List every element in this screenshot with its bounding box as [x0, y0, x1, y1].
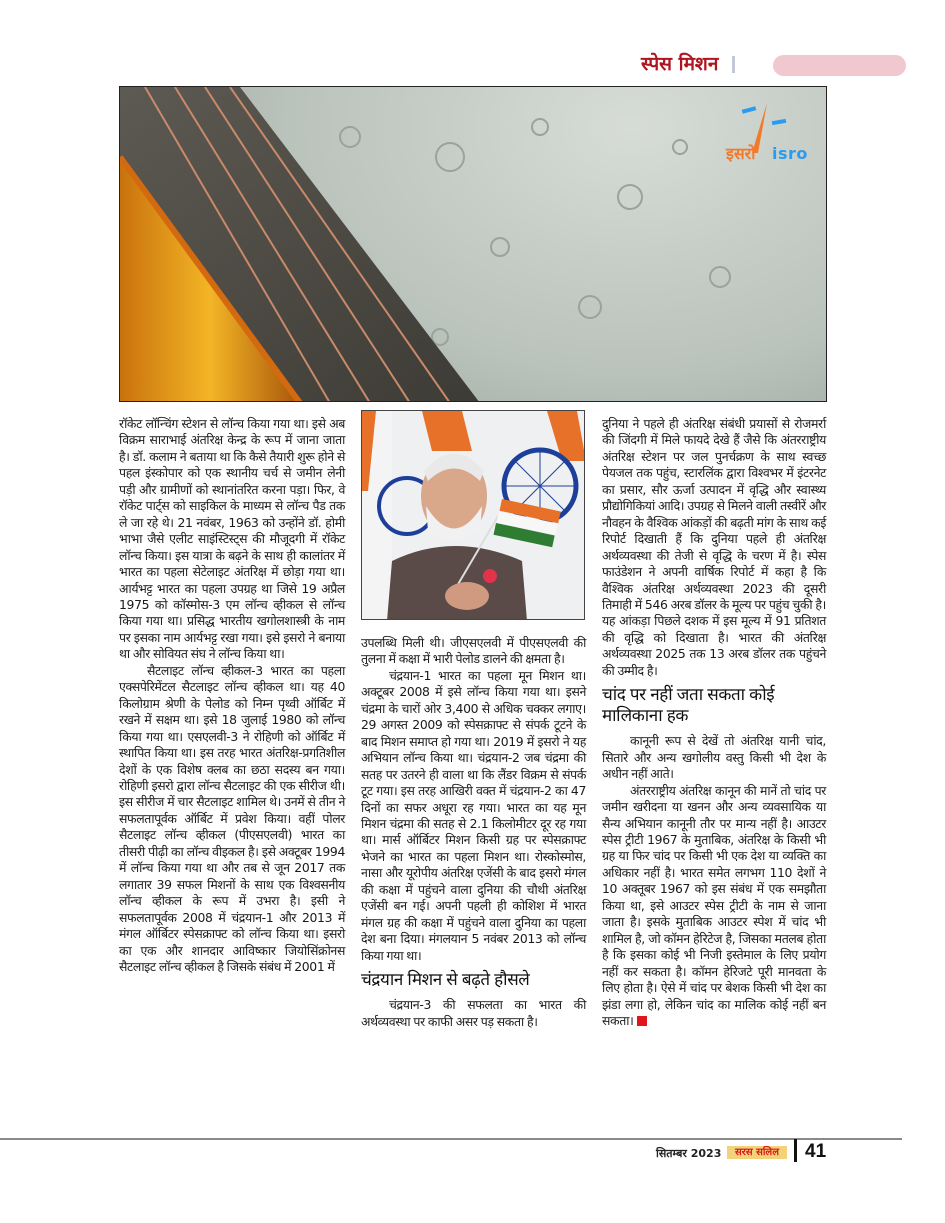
footer-date: सितम्बर 2023: [656, 1147, 722, 1160]
article-column-3: [602, 416, 826, 1029]
subheading-moon-ownership: चांद पर नहीं जता सकता कोई मालिकाना हक: [602, 685, 775, 727]
subheading-chandrayaan: चंद्रयान मिशन से बढ़ते हौसले: [361, 970, 530, 991]
paragraph: दुनिया ने पहले ही अंतरिक्ष संबंधी प्रयासों से रोजमर्रा की जिंदगी में मिले फायदे देखे हैं जैसे कि अंतरराष्ट्रीय अंतरिक्ष स्टेशन पर जल पुनर्चक्रण के साथ स्वच्छ पेयजल तक पहुंच, स्टारलिंक द्वारा विश्वभर में इंटरनेट का प्रसार, सौर ऊर्जा उत्पादन में वृद्धि और स्वास्थ्य प्रौद्योगिकियां आदि। उपग्रह से मिलने वाली तस्वीरें और नौवहन के वैश्विक आंकड़ों की बढ़ती मांग के साथ कई रिपोर्ट दिखाती हैं कि दुनिया पहले ही अंतरिक्ष अर्थव्यवस्था की तेजी से वृद्धि के चरण में है। स्पेस फाउंडेशन ने अपनी वार्षिक रिपोर्ट में कहा है कि वैश्विक अंतरिक्ष अर्थव्यवस्था 2023 की दूसरी तिमाही में 546 अरब डॉलर के मूल्य पर पहुंच चुकी है। यह आंकड़ा पिछले दशक में इस मूल्य में 91 प्रतिशत की वृद्धि को दिखाता है। भारत की अंतरिक्ष अर्थव्यवस्था 2025 तक 13 अरब डॉलर तक पहुंचने की उम्मीद है।: [602, 416, 826, 678]
article-column-1: [119, 416, 345, 975]
moon-illustration: [120, 87, 827, 402]
section-separator: [732, 56, 735, 73]
footer-rule: [0, 1138, 902, 1140]
end-of-article-square-icon: [637, 1016, 647, 1026]
paragraph: चंद्रयान-3 की सफलता का भारत की अर्थव्यवस्था पर काफी असर पड़ सकता है।: [361, 997, 586, 1029]
section-pill-decoration: [773, 55, 906, 76]
paragraph: कानूनी रूप से देखें तो अंतरिक्ष यानी चांद, सितारे और अन्य खगोलीय वस्तु किसी भी देश के अधीन नहीं आते।: [602, 733, 826, 782]
footer-vertical-divider: [794, 1139, 797, 1162]
paragraph: सैटलाइट लॉन्च व्हीकल-3 भारत का पहला एक्सपेरिमेंटल सैटलाइट लॉन्च व्हीकल था। यह 40 किलोग्राम श्रेणी के पेलोड को निम्न पृथ्वी ऑर्बिट में रखने में सक्षम था। इसे 18 जुलाई 1980 को लॉन्च किया गया था। एसएलवी-3 ने रोहिणी को ऑर्बिट में स्थापित किया था। इस तरह भारत अंतरिक्ष-प्रगतिशील देशों के एक विशेष क्लब का छठा सदस्य बन गया। रोहिणी इसरो द्वारा लॉन्च सैटलाइट की एक सीरीज थी। इस सीरीज में चार सैटलाइट शामिल थे। उनमें से तीन ने सफलतापूर्वक ऑर्बिट में प्रवेश किया। वहीं पोलर सैटलाइट लॉन्च व्हीकल (पीएसएलवी) भारत का तीसरी पीढ़ी का लॉन्च वीइकल है। इसे अक्टूबर 1994 में लॉन्च किया गया था और तब से जून 2017 तक लगातार 39 सफल मिशनों के साथ एक विश्वसनीय लॉन्च व्हीकल के रूप में उभरा है। इसी ने सफलतापूर्वक 2008 में चंद्रयान-1 और 2013 में मंगल ऑर्बिटर स्पेसक्राफ्ट को लॉन्च किया था। इसरो का एक और शानदार आविष्कार जियोसिंक्रोनस सैटलाइट लॉन्च व्हीकल है जिसके संबंध में 2001 में: [119, 662, 345, 974]
article-column-2: [361, 635, 586, 1030]
paragraph-text: अंतरराष्ट्रीय अंतरिक्ष कानून की मानें तो चांद पर जमीन खरीदना या खनन और अन्य व्यवसायिक या सैन्य अभियान कानूनी तौर पर मान्य नहीं है। आउटर स्पेस ट्रीटी 1967 के मुताबिक, अंतरिक्ष के किसी भी ग्रह या फिर चांद पर किसी भी एक देश या व्यक्ति का अधिकार नहीं है। भारत समेत लगभग 110 देशों ने 10 अक्तूबर 1967 को इस संबंध में एक समझौता किया था, इसे आउटर स्पेस ट्रीटी के नाम से जाना जाता है। इसके मुताबिक आउटर स्पेश में चांद भी शामिल है, जो कॉमन हेरिटेज है, जिसका मतलब होता है कि इसका कोई भी निजी इस्तेमाल के लिए प्रयोग नहीं कर सकता है। कॉमन हेरिजटे पूरी मानवता के लिए होता है। ऐसे में चांद पर बेशक किसी भी देश का झंडा लगा हो, लेकिन चांद का मालिक कोई नहीं बन सकता।: [602, 782, 826, 1028]
magazine-logo: सरस सलिल: [727, 1146, 787, 1159]
isro-logo-hindi: इसरो: [726, 144, 756, 163]
paragraph: उपलब्धि मिली थी। जीएसएलवी में पीएसएलवी की तुलना में कक्षा में भारी पेलोड डालने की क्षमता है।: [361, 635, 586, 667]
paragraph: रॉकेट लॉन्चिंग स्टेशन से लॉन्च किया गया था। इसे अब विक्रम साराभाई अंतरिक्ष केन्द्र के रूप में जाना जाता है। डॉ. कलाम ने बताया था कि कैसे तैयारी शुरू होने से पहल इंस्कोपार को एक स्थानीय चर्च से जमीन लेनी पड़ी और ग्रामीणों को स्थानांतरित करना पड़ा। फिर, वे रॉकेट पार्ट्स को साइकिल के माध्यम से लॉन्च पैड तक ले जा रहे थे। 21 नवंबर, 1963 को उन्होंने डॉ. होमी भाभा जैसे एलीट साइंस्टिस्ट्स की मौजूदगी में रॉकेट लॉन्च किया। इस यात्रा के बढ़ने के साथ ही कालांतर में भारत का पहला सेटेलाइट अंतरिक्ष में छोड़ा गया था। आर्यभट्ट भारत का पहला उपग्रह था जिसे 19 अप्रैल 1975 को कॉस्मोस-3 एम लॉन्च व्हीकल से लॉन्च किया गया था। प्रसिद्ध भारतीय खगोलशास्त्री के नाम पर इसका नाम आर्यभट्ट रखा गया। इसे इसरो ने बनाया था और सोवियत संघ ने लॉन्च किया था।: [119, 416, 345, 662]
photo-person-with-flag: [361, 410, 585, 620]
paragraph: चंद्रयान-1 भारत का पहला मून मिशन था। अक्टूबर 2008 में इसे लॉन्च किया गया था। इसने चंद्रमा के चारों ओर 3,400 से अधिक चक्कर लगाए। 29 अगस्त 2009 को स्पेसक्राफ्ट से संपर्क टूटने के बाद मिशन समाप्त हो गया था। 2019 में इसरो ने यह अभियान लॉन्च किया था। चंद्रयान-2 जब चंद्रमा की सतह पर उतरने ही वाला था कि लैंडर विक्रम से संपर्क टूट गया। इस तरह आखिरी वक्त में चंद्रयान-2 का 47 दिनों का सफर अधूरा रह गया। भारत का यह मून मिशन चंद्रमा की सतह से 2.1 किलोमीटर दूर रह गया था। मार्स ऑर्बिटर मिशन किसी ग्रह पर स्पेसक्राफ्ट भेजने का भारत का पहला मिशन था। रोस्कोस्मोस, नासा और यूरोपीय अंतरिक्ष एजेंसी के बाद इसरो मंगल की कक्षा में पहुंचने वाला दुनिया की चौथी अंतरिक्ष एजेंसी बन गई। अपनी पहली ही कोशिश में भारत मंगल ग्रह की कक्षा में पहुंचने वाला दुनिया का पहला देश बना दिया। मंगलयान 5 नवंबर 2013 को लॉन्च किया गया था।: [361, 667, 586, 963]
page-number: 41: [805, 1141, 827, 1162]
photo-illustration: [362, 411, 585, 620]
paragraph-last: [602, 783, 826, 1030]
hero-image-moon-surface: [119, 86, 827, 402]
isro-logo-english: isro: [772, 144, 808, 163]
section-label: स्पेस मिशन: [641, 53, 719, 75]
